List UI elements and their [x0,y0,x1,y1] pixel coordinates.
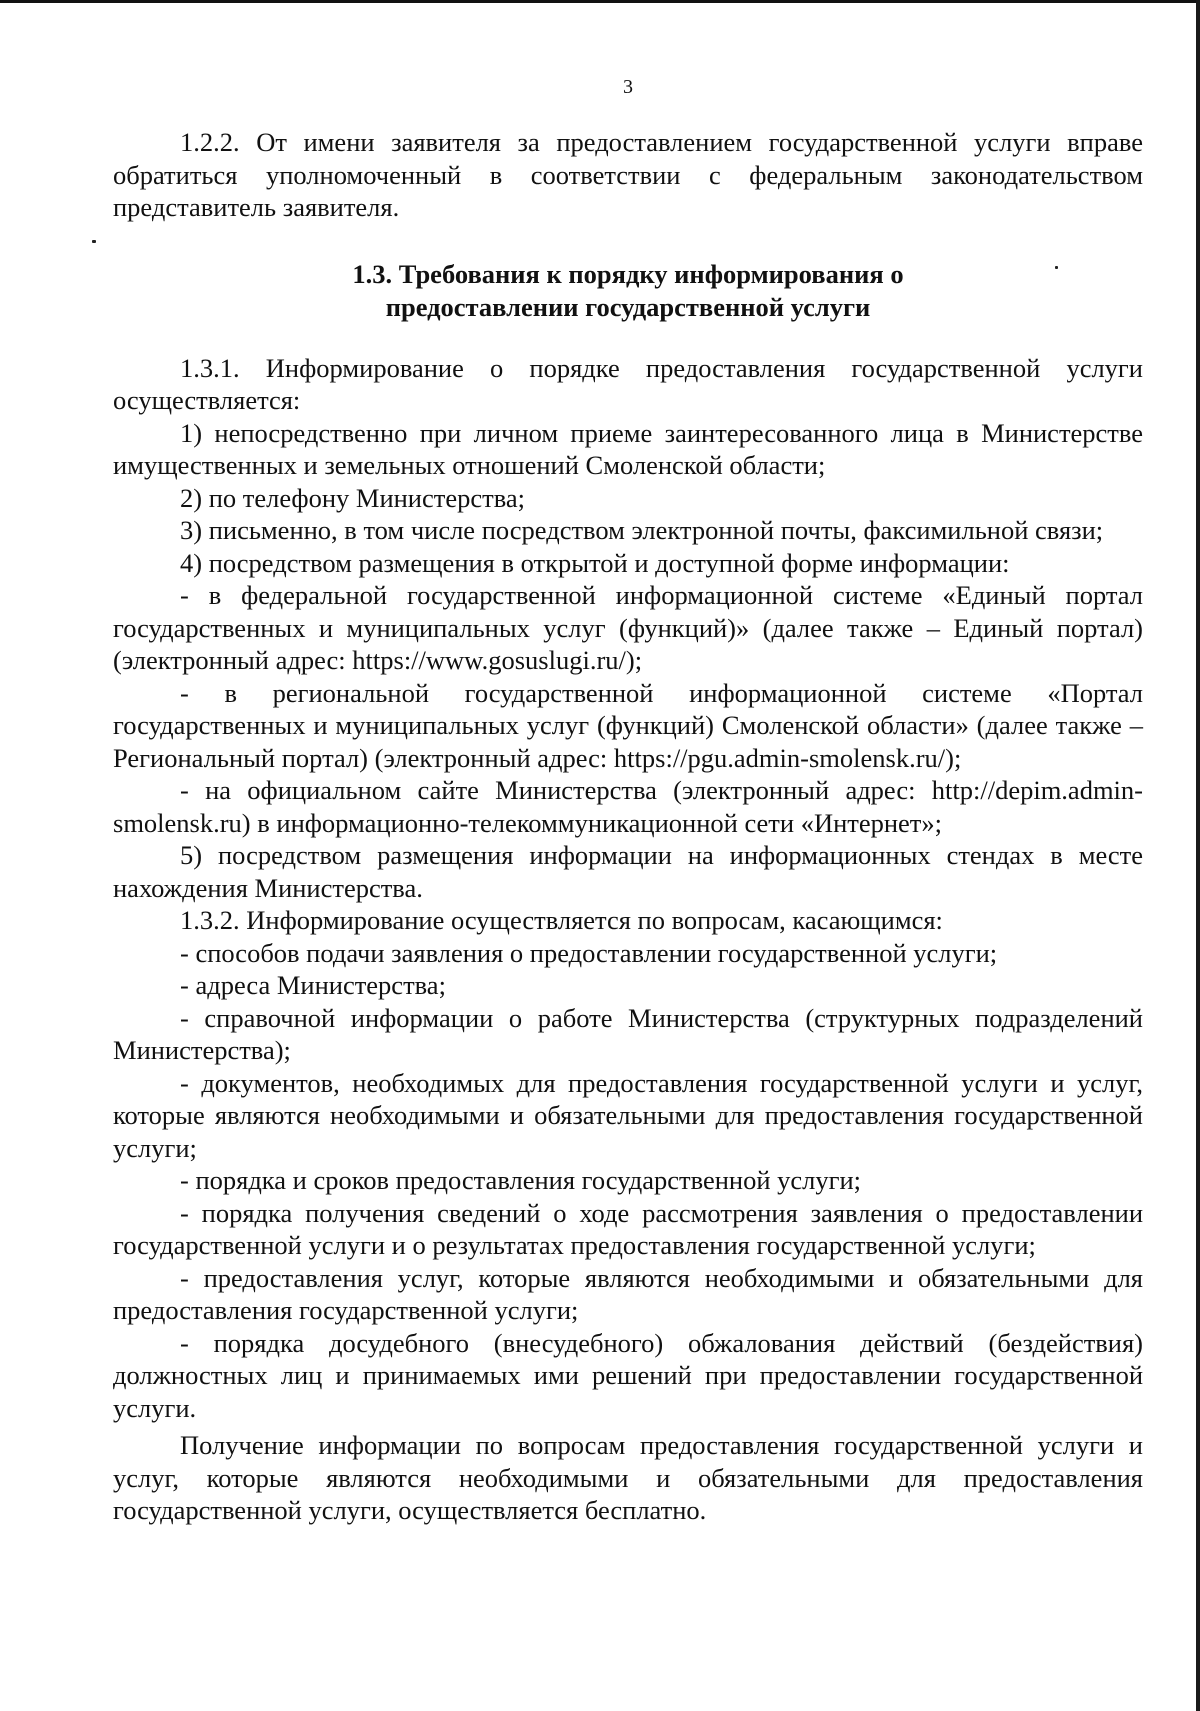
list-item-3: 3) письменно, в том числе посредством электронной почты, факсимильной связи; [180,515,1104,545]
paragraph-1-3-2: 1.3.2. Информирование осуществляется по вопросам, касающимся: [180,905,943,935]
list-item-4-official-site: - на официальном сайте Министерства (электронный адрес: http://depim.admin-smolensk.ru) в информационно-телекоммуникационной сети «Интернет»; [113,775,1143,838]
section-heading-1-3 [113,258,1143,324]
scan-speck-left [92,240,96,243]
list-item-5: 5) посредством размещения информации на информационных стендах в месте нахождения Министерства. [113,840,1143,903]
list-item-1: 1) непосредственно при личном приеме заинтересованного лица в Министерстве имущественных и земельных отношений Смоленской области; [113,417,1143,480]
paragraph-free-of-charge: Получение информации по вопросам предоставления государственной услуги и услуг, которые являются необходимыми и обязательными для предоставления государственной услуги, осуществляется бесплатно. [113,1430,1143,1525]
topic-item-5: - порядка и сроков предоставления государственной услуги; [180,1165,862,1195]
scan-right-border [1196,0,1200,1711]
list-item-4-federal-portal: - в федеральной государственной информационной системе «Единый портал государственных и муниципальных услуг (функций)» (далее также – Единый портал) (электронный адрес: https://www.gosuslugi.ru/); [113,580,1143,675]
paragraph-1-2-2: 1.2.2. От имени заявителя за предоставлением государственной услуги вправе обратиться уполномоченный в соответствии с федеральным законодательством представитель заявителя. [113,127,1143,222]
list-item-2: 2) по телефону Министерства; [180,482,525,513]
scan-top-border [0,0,1200,3]
topic-item-6: - порядка получения сведений о ходе рассмотрения заявления о предоставлении государственной услуги и о результатах предоставления государственной услуги; [113,1197,1143,1260]
topic-item-8: - порядка досудебного (внесудебного) обжалования действий (бездействия) должностных лиц и принимаемых ими решений при предоставлении государственной услуги. [113,1327,1143,1423]
page-number: 3 [623,76,633,98]
document-body [113,126,1143,1527]
paragraph-1-3-1: 1.3.1. Информирование о порядке предоставления государственной услуги осуществляется: [113,352,1143,415]
topic-item-2: - адреса Министерства; [180,970,446,1000]
list-item-4: 4) посредством размещения в открытой и доступной форме информации: [180,547,1010,578]
list-item-4-regional-portal: - в региональной государственной информационной системе «Портал государственных и муниципальных услуг (функций) Смоленской области» (далее также – Региональный портал) (электронный адрес: https://pgu.admin-smolensk.ru/); [113,677,1143,773]
topic-item-7: - предоставления услуг, которые являются необходимыми и обязательными для предоставления государственной услуги; [113,1262,1143,1325]
section-heading-line-1: 1.3. Требования к порядку информирования о [352,258,904,289]
topic-item-1: - способов подачи заявления о предоставлении государственной услуги; [180,937,998,968]
topic-item-3: - справочной информации о работе Министерства (структурных подразделений Министерства); [113,1002,1143,1065]
topic-item-4: - документов, необходимых для предоставления государственной услуги и услуг, которые являются необходимыми и обязательными для предоставления государственной услуги; [113,1067,1143,1163]
section-heading-line-2: предоставлении государственной услуги [385,291,871,322]
